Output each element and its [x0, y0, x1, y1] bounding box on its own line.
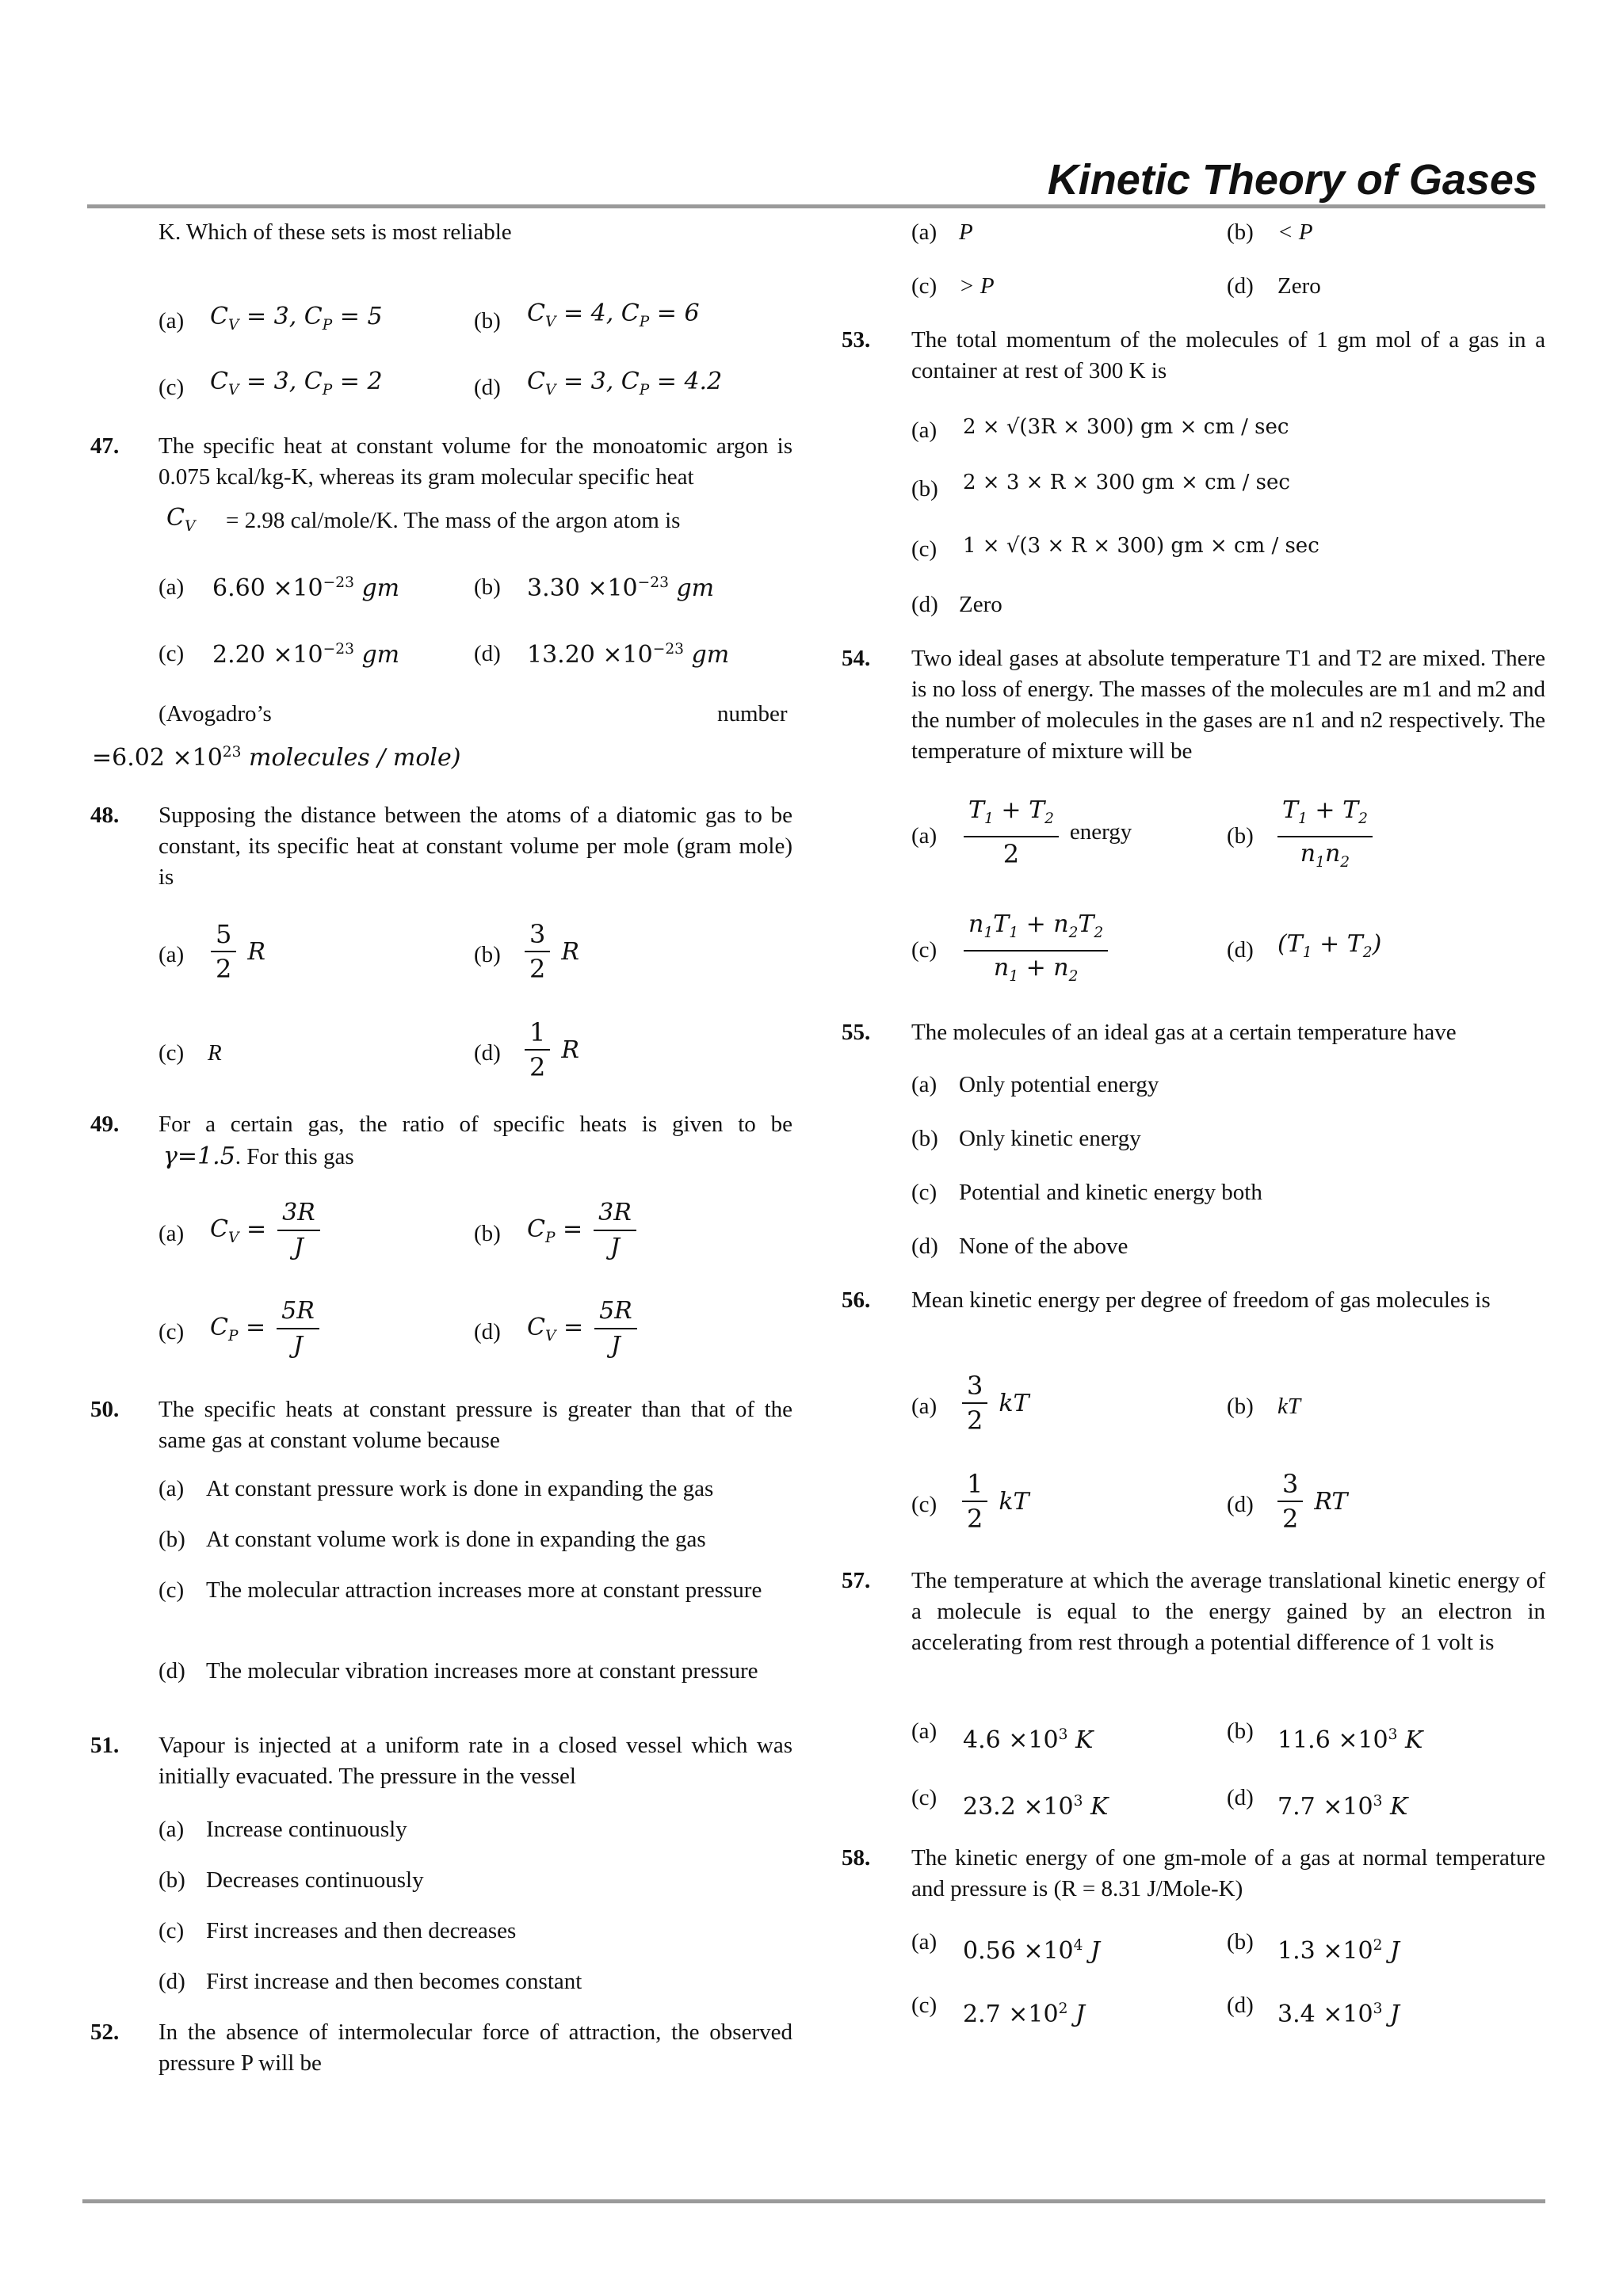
q52-label-a: (a) — [911, 219, 938, 245]
q51-label-d: (d) — [158, 1969, 185, 1994]
q47-label-b: (b) — [474, 574, 501, 600]
q49-label-a: (a) — [158, 1221, 185, 1246]
q46-option-b[interactable]: $C_V = 4$, $C_P = 6$ — [527, 299, 700, 330]
q48-option-a[interactable]: $\frac{5}{2}$ R — [208, 917, 265, 986]
q50-label-a: (a) — [158, 1476, 185, 1501]
q50-option-c[interactable]: The molecular attraction increases more at constant pressure — [206, 1577, 762, 1603]
q58-option-c[interactable]: $2.7 \times 10^2$ J — [963, 2000, 1085, 2028]
q58-option-a[interactable]: $0.56 \times 10^4$ J — [963, 1937, 1101, 1965]
fraction: $\frac{1}{2}$ — [525, 1016, 550, 1084]
q47-label-a: (a) — [158, 574, 185, 600]
q47-text: The specific heat at constant volume for the monoatomic argon is 0.075 kcal/kg-K, whereas its gram molecular specific heat — [158, 433, 792, 490]
q57-option-b[interactable]: $11.6 \times 10^3$ K — [1277, 1726, 1423, 1754]
q50-label-c: (c) — [158, 1577, 185, 1603]
q51-option-a[interactable]: Increase continuously — [206, 1817, 407, 1842]
q52-label-b: (b) — [1227, 219, 1254, 245]
fraction: $\frac{3R}{J}$ — [594, 1196, 636, 1264]
q55-option-d[interactable]: None of the above — [959, 1234, 1128, 1259]
q49-label-b: (b) — [474, 1221, 501, 1246]
q53-text: The total momentum of the molecules of 1 gm mol of a gas in a container at rest of 300 K is — [911, 327, 1545, 383]
q58-label-c: (c) — [911, 1993, 938, 2018]
q55-label-d: (d) — [911, 1234, 938, 1259]
q58-label-b: (b) — [1227, 1929, 1254, 1955]
q48-text: Supposing the distance between the atoms of a diatomic gas to be constant, its specific heat at constant volume per mole (gram mole) is — [158, 803, 792, 890]
q51-text: Vapour is injected at a uniform rate in a closed vessel which was initially evacuated. The pressure in the vessel — [158, 1733, 792, 1789]
fraction: $\frac{3}{2}$ — [962, 1369, 987, 1437]
q46-text: K. Which of these sets is most reliable — [158, 219, 512, 245]
q56-label-d: (d) — [1227, 1492, 1254, 1517]
q53-option-d[interactable]: Zero — [959, 592, 1002, 617]
q55-number: 55. — [842, 1020, 871, 1045]
q49-gamma: γ=1.5. For this gas — [163, 1142, 354, 1170]
q58-option-b[interactable]: $1.3 \times 10^2$ J — [1277, 1937, 1400, 1965]
q52-label-d: (d) — [1227, 273, 1254, 299]
q50-number: 50. — [90, 1397, 120, 1422]
q49-label-c: (c) — [158, 1319, 185, 1344]
fraction: $\frac{3R}{J}$ — [277, 1196, 320, 1264]
fraction: $\frac{n_1T_1 + n_2T_2}{n_1 + n_2}$ — [964, 908, 1108, 994]
q50-option-a[interactable]: At constant pressure work is done in expanding the gas — [206, 1476, 714, 1501]
q55-label-b: (b) — [911, 1126, 938, 1151]
q47-option-c[interactable]: $2.20 \times 10^{-23}$ gm — [212, 641, 400, 669]
q55-text: The molecules of an ideal gas at a certain temperature have — [911, 1020, 1457, 1045]
q47-label-c: (c) — [158, 641, 185, 666]
q50-label-d: (d) — [158, 1658, 185, 1684]
q47-cv-symbol: $C_V$ — [166, 504, 196, 535]
q53-number: 53. — [842, 327, 871, 353]
q52-label-c: (c) — [911, 273, 938, 299]
q53-label-d: (d) — [911, 592, 938, 617]
fraction: $\frac{5R}{J}$ — [594, 1295, 637, 1363]
fraction: $\frac{1}{2}$ — [962, 1467, 987, 1535]
q50-text: The specific heats at constant pressure is greater than that of the same gas at constant volume because — [158, 1397, 792, 1453]
q48-option-c[interactable]: R — [208, 1040, 222, 1066]
q49-text: For a certain gas, the ratio of specific heats is given to be — [158, 1112, 792, 1137]
q56-option-c[interactable]: $\frac{1}{2}$ kT — [959, 1467, 1029, 1535]
q47-label-d: (d) — [474, 641, 501, 666]
q46-option-a[interactable]: $C_V = 3$, $C_P = 5$ — [210, 303, 383, 334]
q57-label-a: (a) — [911, 1718, 938, 1744]
q57-text: The temperature at which the average translational kinetic energy of a molecule is equal to the energy gained by an electron in accelerating from rest through a potential difference of 1 volt is — [911, 1568, 1545, 1655]
q46-label-a: (a) — [158, 308, 185, 334]
q53-option-c[interactable]: 1 × √(3 × R × 300) gm × cm / sec — [963, 534, 1319, 558]
q54-text: Two ideal gases at absolute temperature T1 and T2 are mixed. There is no loss of energy. The masses of the molecules are m1 and m2 and the number of molecules in the gases are n1 and n2 respectively. The temperature of mixture will be — [911, 646, 1546, 764]
q58-label-d: (d) — [1227, 1993, 1254, 2018]
q56-option-d[interactable]: $\frac{3}{2}$ RT — [1274, 1467, 1347, 1535]
q51-option-d[interactable]: First increase and then becomes constant — [206, 1969, 582, 1994]
q52-option-d[interactable]: Zero — [1277, 273, 1321, 299]
q51-label-a: (a) — [158, 1817, 185, 1842]
page-header-title: Kinetic Theory of Gases — [1047, 156, 1537, 204]
q46-label-b: (b) — [474, 308, 501, 334]
fraction: $\frac{T_1 + T_2}{n_1n_2}$ — [1277, 794, 1373, 879]
q47-note-avogadro: (Avogadro’s — [158, 701, 272, 727]
q57-label-b: (b) — [1227, 1718, 1254, 1744]
q48-label-c: (c) — [158, 1040, 185, 1066]
q47-note-value: $=6.02 \times 10^{23}$ molecules / mole) — [92, 744, 461, 772]
q50-option-d[interactable]: The molecular vibration increases more at constant pressure — [206, 1658, 758, 1684]
q52-option-a[interactable]: P — [959, 219, 973, 245]
q47-text-cont: = 2.98 cal/mole/K. The mass of the argon atom is — [226, 508, 681, 533]
footer-divider — [82, 2199, 1545, 2203]
q58-label-a: (a) — [911, 1929, 938, 1955]
q54-label-a: (a) — [911, 823, 938, 849]
q48-label-d: (d) — [474, 1040, 501, 1066]
q54-option-b[interactable] — [1274, 794, 1376, 879]
q52-option-b[interactable]: < P — [1277, 219, 1313, 245]
q57-label-c: (c) — [911, 1785, 938, 1810]
q49-option-a[interactable]: $C_V$ = $\frac{3R}{J}$ — [210, 1196, 323, 1264]
q47-note-number: number — [717, 701, 788, 727]
q54-option-a[interactable]: $\frac{T_1 + T_2}{2}$ energy — [960, 794, 1132, 871]
q58-option-d[interactable]: $3.4 \times 10^3$ J — [1277, 2000, 1400, 2028]
q52-option-c[interactable]: > P — [959, 273, 995, 299]
q51-option-b[interactable]: Decreases continuously — [206, 1867, 424, 1893]
q56-option-b[interactable]: kT — [1277, 1394, 1300, 1419]
header-divider — [87, 204, 1545, 208]
q51-number: 51. — [90, 1733, 120, 1758]
q51-label-b: (b) — [158, 1867, 185, 1893]
q48-number: 48. — [90, 803, 120, 828]
q50-option-b[interactable]: At constant volume work is done in expanding the gas — [206, 1527, 706, 1552]
q57-option-c[interactable]: $23.2 \times 10^3$ K — [963, 1793, 1109, 1821]
q48-label-a: (a) — [158, 942, 185, 967]
q52-text: In the absence of intermolecular force of attraction, the observed pressure P will be — [158, 2019, 792, 2076]
q49-number: 49. — [90, 1112, 120, 1137]
q46-option-d[interactable]: $C_V = 3$, $C_P = 4.2$ — [527, 368, 723, 399]
q54-label-b: (b) — [1227, 823, 1254, 849]
q48-option-d[interactable]: $\frac{1}{2}$ R — [521, 1016, 579, 1084]
q49-option-c[interactable]: $C_P$ = $\frac{5R}{J}$ — [210, 1295, 323, 1363]
q52-number: 52. — [90, 2019, 120, 2045]
q57-option-a[interactable]: $4.6 \times 10^3$ K — [963, 1726, 1094, 1754]
q55-label-c: (c) — [911, 1180, 938, 1205]
q56-label-a: (a) — [911, 1394, 938, 1419]
q57-number: 57. — [842, 1568, 871, 1593]
q54-label-c: (c) — [911, 937, 938, 963]
q58-text: The kinetic energy of one gm-mole of a gas at normal temperature and pressure is (R = 8.31 J/Mole-K) — [911, 1845, 1545, 1901]
q55-option-c[interactable]: Potential and kinetic energy both — [959, 1180, 1262, 1205]
q54-label-d: (d) — [1227, 937, 1254, 963]
q56-option-a[interactable]: $\frac{3}{2}$ kT — [959, 1369, 1029, 1437]
q56-text: Mean kinetic energy per degree of freedom of gas molecules is — [911, 1287, 1491, 1313]
fraction: $\frac{3}{2}$ — [525, 917, 550, 986]
q54-number: 54. — [842, 646, 871, 671]
fraction: $\frac{5R}{J}$ — [277, 1295, 319, 1363]
q50-label-b: (b) — [158, 1527, 185, 1552]
fraction: $\frac{3}{2}$ — [1277, 1467, 1303, 1535]
q53-option-b[interactable]: 2 × 3 × R × 300 gm × cm / sec — [963, 471, 1290, 494]
fraction: $\frac{5}{2}$ — [211, 917, 236, 986]
q55-option-a[interactable]: Only potential energy — [959, 1072, 1159, 1097]
q57-label-d: (d) — [1227, 1785, 1254, 1810]
q54-option-c[interactable] — [960, 908, 1111, 994]
q53-label-b: (b) — [911, 476, 938, 502]
q51-label-c: (c) — [158, 1918, 185, 1943]
q47-number: 47. — [90, 433, 120, 459]
fraction: $\frac{T_1 + T_2}{2}$ — [964, 794, 1059, 871]
q48-label-b: (b) — [474, 942, 501, 967]
q53-option-a[interactable]: 2 × √(3R × 300) gm × cm / sec — [963, 415, 1289, 439]
q49-label-d: (d) — [474, 1319, 501, 1344]
q55-label-a: (a) — [911, 1072, 938, 1097]
q46-label-c: (c) — [158, 375, 185, 400]
q55-option-b[interactable]: Only kinetic energy — [959, 1126, 1141, 1151]
q53-label-c: (c) — [911, 536, 938, 562]
q56-label-c: (c) — [911, 1492, 938, 1517]
q48-option-b[interactable]: $\frac{3}{2}$ R — [521, 917, 579, 986]
q57-option-d[interactable]: $7.7 \times 10^3$ K — [1277, 1793, 1408, 1821]
q56-label-b: (b) — [1227, 1394, 1254, 1419]
q49-option-d[interactable]: $C_V$ = $\frac{5R}{J}$ — [527, 1295, 640, 1363]
q47-option-b[interactable]: $3.30 \times 10^{-23}$ gm — [527, 574, 715, 602]
q58-number: 58. — [842, 1845, 871, 1871]
q46-label-d: (d) — [474, 375, 501, 400]
q49-option-b[interactable]: $C_P$ = $\frac{3R}{J}$ — [527, 1196, 640, 1264]
q56-number: 56. — [842, 1287, 871, 1313]
q53-label-a: (a) — [911, 418, 938, 443]
q54-option-d[interactable]: $(T_1 + T_2)$ — [1277, 930, 1382, 961]
q51-option-c[interactable]: First increases and then decreases — [206, 1918, 517, 1943]
q47-option-a[interactable]: $6.60 \times 10^{-23}$ gm — [212, 574, 400, 602]
q47-option-d[interactable]: $13.20 \times 10^{-23}$ gm — [527, 641, 730, 669]
q46-option-c[interactable]: $C_V = 3$, $C_P = 2$ — [210, 368, 383, 399]
